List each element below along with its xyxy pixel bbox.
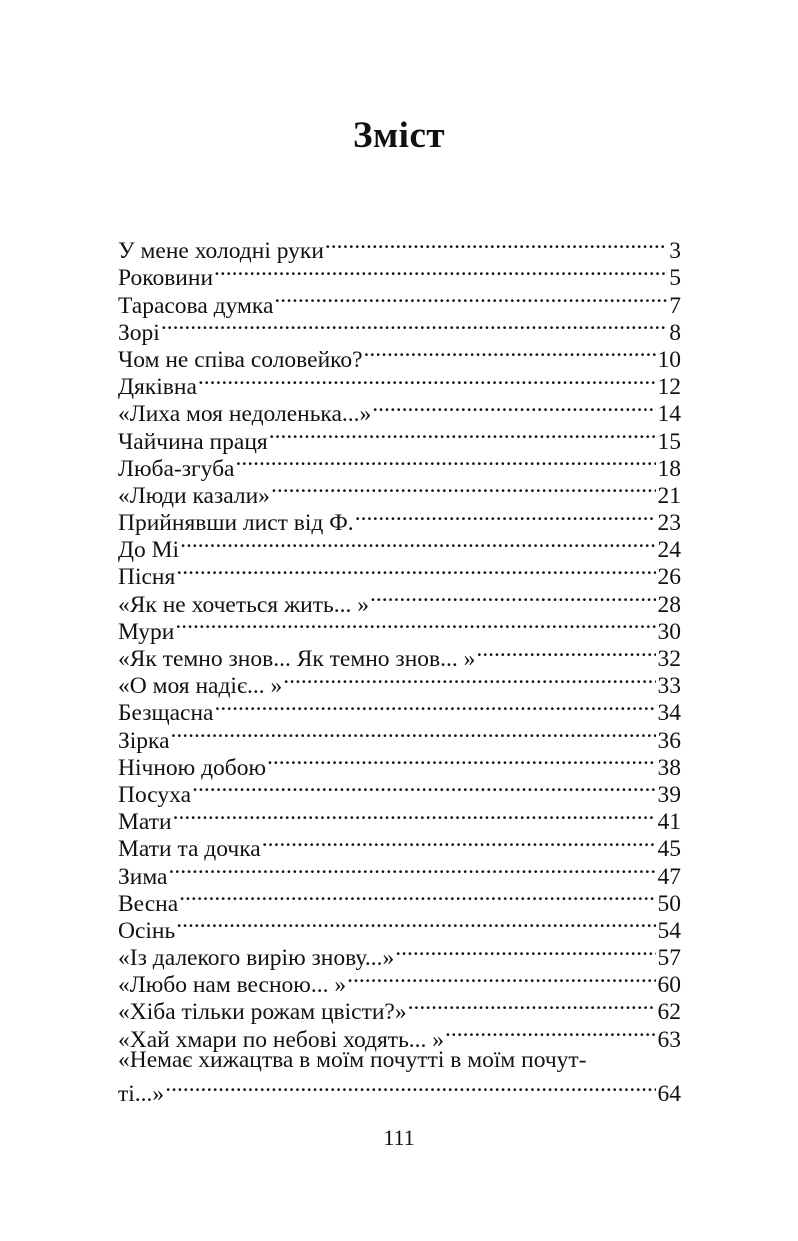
toc-entry [118, 394, 681, 428]
toc-entry-page: 7 [669, 292, 681, 319]
toc-entry-page: 30 [657, 618, 681, 645]
toc-entry-page: 45 [657, 836, 681, 863]
toc-entry-page: 54 [657, 917, 681, 944]
toc-leader-dots [214, 258, 667, 285]
toc-entry-page: 15 [657, 428, 681, 455]
toc-entry-page: 41 [657, 809, 681, 836]
toc-entry [118, 748, 681, 781]
toc-entry-title: Роковини [118, 265, 214, 292]
toc-entry-title: «Хай хмари по небові ходять... » [118, 1026, 445, 1053]
toc-entry-page: 10 [657, 346, 681, 373]
toc-leader-dots [445, 1019, 655, 1046]
toc-leader-dots [235, 449, 655, 476]
toc-entry-page: 33 [657, 673, 681, 700]
toc-leader-dots [161, 313, 667, 340]
toc-leader-dots [325, 231, 667, 258]
toc-entry-title: Безщасна [118, 700, 214, 727]
toc-entry-title: «О моя надіє... » [118, 673, 283, 700]
toc-leader-dots [269, 421, 656, 448]
toc-entry-page: 14 [657, 401, 681, 428]
toc-leader-dots [476, 639, 655, 666]
toc-entry-title: «Немає хижацтва в моїм почутті в моїм почут- [118, 1046, 587, 1073]
toc-entry-page: 34 [657, 700, 681, 727]
toc-entry-title: Пісня [118, 564, 176, 591]
toc-leader-dots [180, 530, 655, 557]
toc-entry-title: «Хіба тільки рожам цвісти?» [118, 999, 407, 1026]
toc-entry-page: 28 [657, 591, 681, 618]
toc-entry-title: Дяківна [118, 374, 197, 401]
toc-entry-page: 62 [657, 999, 681, 1026]
toc-leader-dots [176, 557, 655, 584]
toc-entry-title: Осінь [118, 917, 176, 944]
toc-entry-page: 57 [657, 945, 681, 972]
toc-entry-title: У мене холодні руки [118, 238, 324, 265]
toc-entry-page: 21 [657, 482, 681, 509]
toc-leader-dots [395, 938, 655, 965]
toc-entry-title: Люба-згуба [118, 455, 235, 482]
toc-entry [118, 856, 681, 890]
toc-entry-title: «Як не хочеться жить... » [118, 591, 369, 618]
toc-entry-page: 8 [669, 319, 681, 346]
toc-entry-page: 23 [657, 510, 681, 537]
toc-leader-dots [267, 748, 655, 775]
toc-entry [118, 829, 681, 863]
toc-entry [118, 612, 681, 645]
toc-entry-title: Прийнявши лист від Ф. [118, 510, 354, 537]
toc-entry-page: 60 [657, 972, 681, 999]
toc-leader-dots [274, 285, 667, 312]
toc-leader-dots [364, 340, 656, 367]
toc-entry [118, 340, 681, 373]
toc-entry-title: Весна [118, 890, 179, 917]
toc-leader-dots [214, 693, 655, 720]
toc-entry-title: Посуха [118, 781, 192, 808]
toc-leader-dots [372, 394, 655, 421]
toc-entry-title: Нічною добою [118, 754, 267, 781]
toc-entry-page: 18 [657, 455, 681, 482]
toc-leader-dots [370, 584, 656, 611]
toc-entry-wrapped-line2 [118, 1074, 681, 1107]
toc-leader-dots [262, 829, 656, 856]
toc-entry [118, 557, 681, 591]
toc-entry-page: 39 [657, 781, 681, 808]
toc-entry-title: Мати та дочка [118, 836, 261, 863]
toc-entry-title: Чом не співа соловейко? [118, 346, 363, 373]
toc-entry-title: Зорі [118, 319, 160, 346]
toc-entry [118, 938, 681, 972]
toc-entry-page: 38 [657, 754, 681, 781]
toc-leader-dots [283, 666, 655, 693]
page-title: Зміст [352, 115, 446, 156]
toc-entry [118, 884, 681, 917]
table-of-contents [118, 231, 681, 1107]
toc-leader-dots [347, 965, 655, 992]
toc-entry-title: «Лиха моя недоленька...» [118, 401, 372, 428]
toc-entry-page: 12 [657, 374, 681, 401]
toc-entry [118, 720, 681, 754]
toc-entry-title: «Як темно знов... Як темно знов... » [118, 646, 476, 672]
toc-entry-wrapped-line1 [118, 1047, 681, 1074]
toc-entry [118, 775, 681, 808]
toc-leader-dots [175, 612, 655, 639]
toc-entry-page: 63 [657, 1026, 681, 1053]
toc-entry-title: «Люди казали» [118, 482, 270, 509]
toc-entry [118, 639, 681, 672]
toc-leader-dots [173, 802, 656, 829]
toc-leader-dots [198, 367, 656, 394]
toc-leader-dots [408, 992, 656, 1019]
toc-entry-page: 3 [669, 238, 681, 265]
toc-entry-page: 5 [669, 265, 681, 292]
toc-entry-title: Мури [118, 618, 175, 645]
toc-entry [118, 367, 681, 401]
toc-entry-title: Зірка [118, 727, 170, 754]
toc-leader-dots [171, 720, 656, 747]
toc-leader-dots [192, 775, 655, 802]
toc-entry-page: 26 [657, 564, 681, 591]
toc-leader-dots [271, 476, 656, 503]
toc-entry [118, 911, 681, 944]
toc-entry-title: Зима [118, 863, 168, 890]
toc-entry-page: 32 [657, 646, 681, 672]
toc-entry-title: Чайчина праця [118, 428, 268, 455]
toc-entry-page: 36 [657, 727, 681, 754]
toc-entry-page: 24 [657, 537, 681, 564]
toc-entry-page: 47 [657, 863, 681, 890]
page-number: 111 [383, 1125, 415, 1150]
toc-entry-title: «Із далекого вирію знову...» [118, 945, 395, 972]
toc-leader-dots [165, 1074, 655, 1101]
toc-leader-dots [176, 911, 655, 938]
toc-entry-title: Тарасова думка [118, 292, 274, 319]
toc-entry [118, 530, 681, 564]
toc-leader-dots [179, 884, 655, 911]
toc-entry-page: 64 [657, 1081, 681, 1107]
toc-entry-title: ті...» [118, 1081, 165, 1107]
toc-entry-title: Мати [118, 809, 172, 836]
toc-leader-dots [355, 503, 656, 530]
toc-entry [118, 231, 681, 265]
toc-entry [118, 802, 681, 836]
toc-entry-page: 50 [657, 890, 681, 917]
toc-entry [118, 584, 681, 618]
toc-leader-dots [169, 856, 656, 883]
toc-entry-title: До Мі [118, 537, 180, 564]
toc-entry [118, 313, 681, 346]
toc-entry-title: «Любо нам весною... » [118, 972, 347, 999]
